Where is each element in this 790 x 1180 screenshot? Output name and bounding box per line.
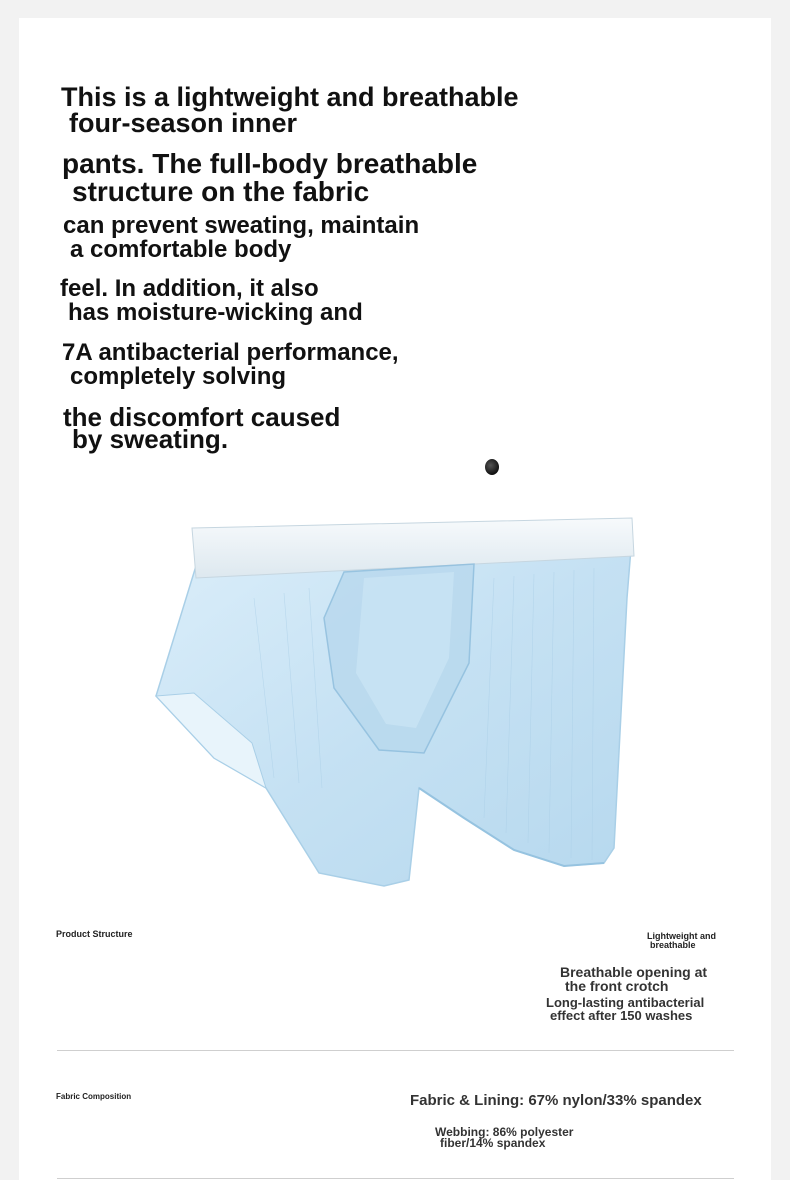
intro-line: four-season inner [69,108,298,138]
intro-line: has moisture-wicking and [68,299,363,326]
webbing-spec: fiber/14% spandex [440,1136,546,1150]
intro-line: a comfortable body [70,236,292,263]
feature-front-opening: Breathable opening at [560,964,708,980]
intro-line: 7A antibacterial performance, [62,339,399,366]
intro-line: completely solving [70,363,287,390]
intro-line: feel. In addition, it also [60,275,319,302]
feature-antibacterial: effect after 150 washes [550,1008,693,1023]
intro-line: can prevent sweating, maintain [63,212,420,239]
intro-line: structure on the fabric [72,176,370,207]
section-divider [57,1050,734,1051]
boxer-briefs-icon [134,488,674,898]
product-image [134,488,674,898]
fabric-composition-heading: Fabric Composition [56,1092,132,1101]
product-structure-heading: Product Structure [56,929,133,939]
intro-line: by sweating. [72,424,229,454]
intro-line: This is a lightweight and breathable [61,82,519,112]
section-divider [57,1178,734,1179]
product-detail-page [19,18,771,1180]
webbing-spec: Webbing: 86% polyester [435,1125,574,1139]
feature-antibacterial: Long-lasting antibacterial [546,995,705,1010]
feature-lightweight: Lightweight and [647,931,716,941]
intro-line: pants. The full-body breathable [62,148,478,179]
feature-lightweight: breathable [650,940,696,950]
feature-front-opening: the front crotch [565,978,669,994]
intro-line: the discomfort caused [63,402,341,432]
dot-mark-icon [485,459,499,475]
fabric-lining-spec: Fabric & Lining: 67% nylon/33% spandex [410,1092,702,1109]
